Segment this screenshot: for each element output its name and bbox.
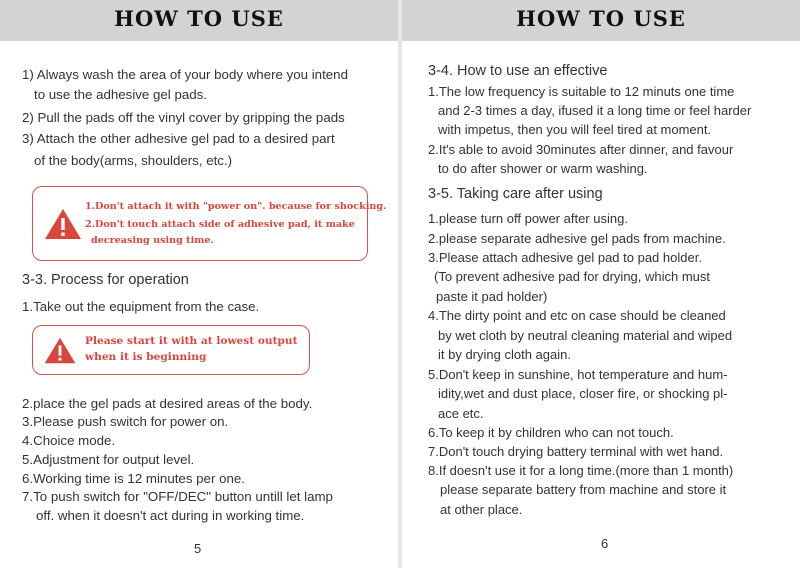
warning-line: when it is beginning — [85, 351, 207, 363]
body-line: idity,wet and dust place, closer fire, or shocking pl- — [438, 386, 728, 401]
step-line: 2.place the gel pads at desired areas of the body. — [22, 396, 313, 411]
warning-line: 2.Don't touch attach side of adhesive pad, it make — [85, 219, 355, 230]
body-line: paste it pad holder) — [436, 289, 548, 304]
right-page-header: HOW TO USE — [402, 0, 800, 41]
body-line: with impetus, then you will feel tired at moment. — [438, 122, 712, 137]
step-line: 3.Please push switch for power on. — [22, 414, 229, 429]
body-line: 2.It's able to avoid 30minutes after dinner, and favour — [428, 142, 734, 157]
warning-box-power — [32, 186, 387, 261]
intro-line: to use the adhesive gel pads. — [34, 87, 207, 102]
intro-line: of the body(arms, shoulders, etc.) — [34, 153, 233, 168]
body-line: 7.Don't touch drying battery terminal with wet hand. — [428, 444, 724, 459]
page-number: 5 — [194, 541, 202, 556]
body-line: and 2-3 times a day, ifused it a long time or feel harder — [438, 103, 752, 118]
body-line: please separate battery from machine and store it — [440, 482, 727, 497]
body-line: at other place. — [440, 502, 523, 517]
warning-line: decreasing using time. — [91, 235, 214, 246]
step-line: 7.To push switch for "OFF/DEC" button untill let lamp — [22, 489, 333, 504]
section-heading-3-5: 3-5. Taking care after using — [428, 186, 603, 202]
warning-box-output — [32, 325, 310, 375]
step-line: 6.Working time is 12 minutes per one. — [22, 471, 245, 486]
page-number: 6 — [601, 536, 609, 551]
body-line: 1.The low frequency is suitable to 12 minuts one time — [428, 84, 735, 99]
section-heading-3-4: 3-4. How to use an effective — [428, 63, 608, 79]
body-line: 2.please separate adhesive gel pads from machine. — [428, 231, 726, 246]
section-heading-3-3: 3-3. Process for operation — [22, 272, 189, 288]
intro-line: 2) Pull the pads off the vinyl cover by gripping the pads — [22, 110, 345, 125]
body-line: ace etc. — [438, 406, 484, 421]
warning-line: 1.Don't attach it with "power on". because for shocking. — [85, 201, 387, 212]
warning-triangle-icon — [43, 207, 83, 241]
warning-line: Please start it with at lowest output — [85, 335, 298, 347]
intro-line: 3) Attach the other adhesive gel pad to a desired part — [22, 131, 335, 146]
body-line: to do after shower or warm washing. — [438, 161, 648, 176]
right-page — [402, 0, 800, 568]
body-line: it by drying cloth again. — [438, 347, 571, 362]
step-line: off. when it doesn't act during in working time. — [36, 508, 305, 523]
body-line: 5.Don't keep in sunshine, hot temperature and hum- — [428, 367, 728, 382]
body-line: 4.The dirty point and etc on case should be cleaned — [428, 308, 726, 323]
body-line: 3.Please attach adhesive gel pad to pad holder. — [428, 250, 702, 265]
body-line: 8.If doesn't use it for a long time.(more than 1 month) — [428, 463, 734, 478]
step-line: 4.Choice mode. — [22, 433, 116, 448]
warning-triangle-icon — [43, 336, 77, 365]
step-line: 5.Adjustment for output level. — [22, 452, 195, 467]
body-line: (To prevent adhesive pad for drying, which must — [434, 269, 711, 284]
body-line: 6.To keep it by children who can not touch. — [428, 425, 674, 440]
step-line: 1.Take out the equipment from the case. — [22, 299, 260, 314]
left-page — [0, 0, 398, 568]
body-line: 1.please turn off power after using. — [428, 211, 628, 226]
intro-line: 1) Always wash the area of your body where you intend — [22, 67, 348, 82]
body-line: by wet cloth by neutral cleaning material and wiped — [438, 328, 733, 343]
left-page-header: HOW TO USE — [0, 0, 398, 41]
